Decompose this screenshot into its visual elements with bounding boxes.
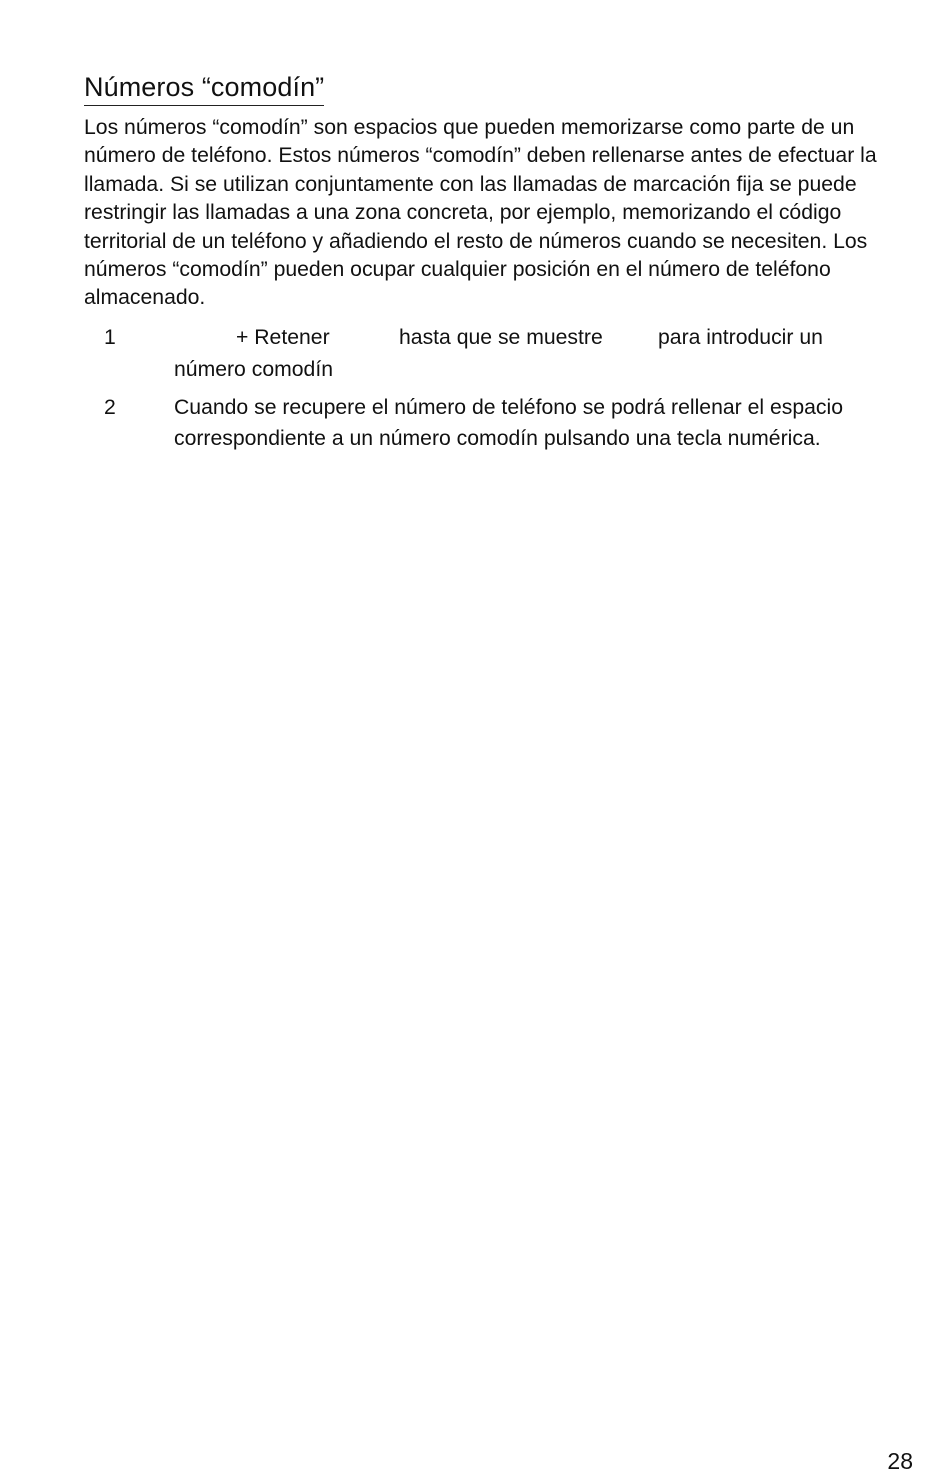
step-2-text: Cuando se recupere el número de teléfono se podrá rellenar el espacio correspondiente a un número comodín pulsando una tecla numérica.	[174, 396, 844, 450]
step-2	[84, 392, 914, 454]
step-1-hold-text: + Retener	[236, 326, 330, 349]
step-1-to-enter-text: para introducir un	[658, 326, 823, 349]
intro-paragraph: Los números “comodín” son espacios que pueden memorizarse como parte de un número de teléfono. Estos números “comodín” deben rellenarse antes de efectuar la llamada. Si se utilizan conjuntamente con las llamadas de marcación fija se puede restringir las llamadas a una zona concreta, por ejemplo, memorizando el código territorial de un teléfono y añadiendo el resto de números cuando se necesiten. Los números “comodín” pueden ocupar cualquier posición en el número de teléfono almacenado.	[84, 116, 877, 310]
step-1-continuation: número comodín	[174, 358, 333, 381]
step-1-number: 1	[104, 326, 116, 349]
step-2-number: 2	[104, 396, 116, 419]
step-1-until-shown-text: hasta que se muestre	[399, 326, 603, 349]
section-title: Números “comodín”	[84, 70, 324, 106]
page-number: 28	[887, 1448, 913, 1474]
